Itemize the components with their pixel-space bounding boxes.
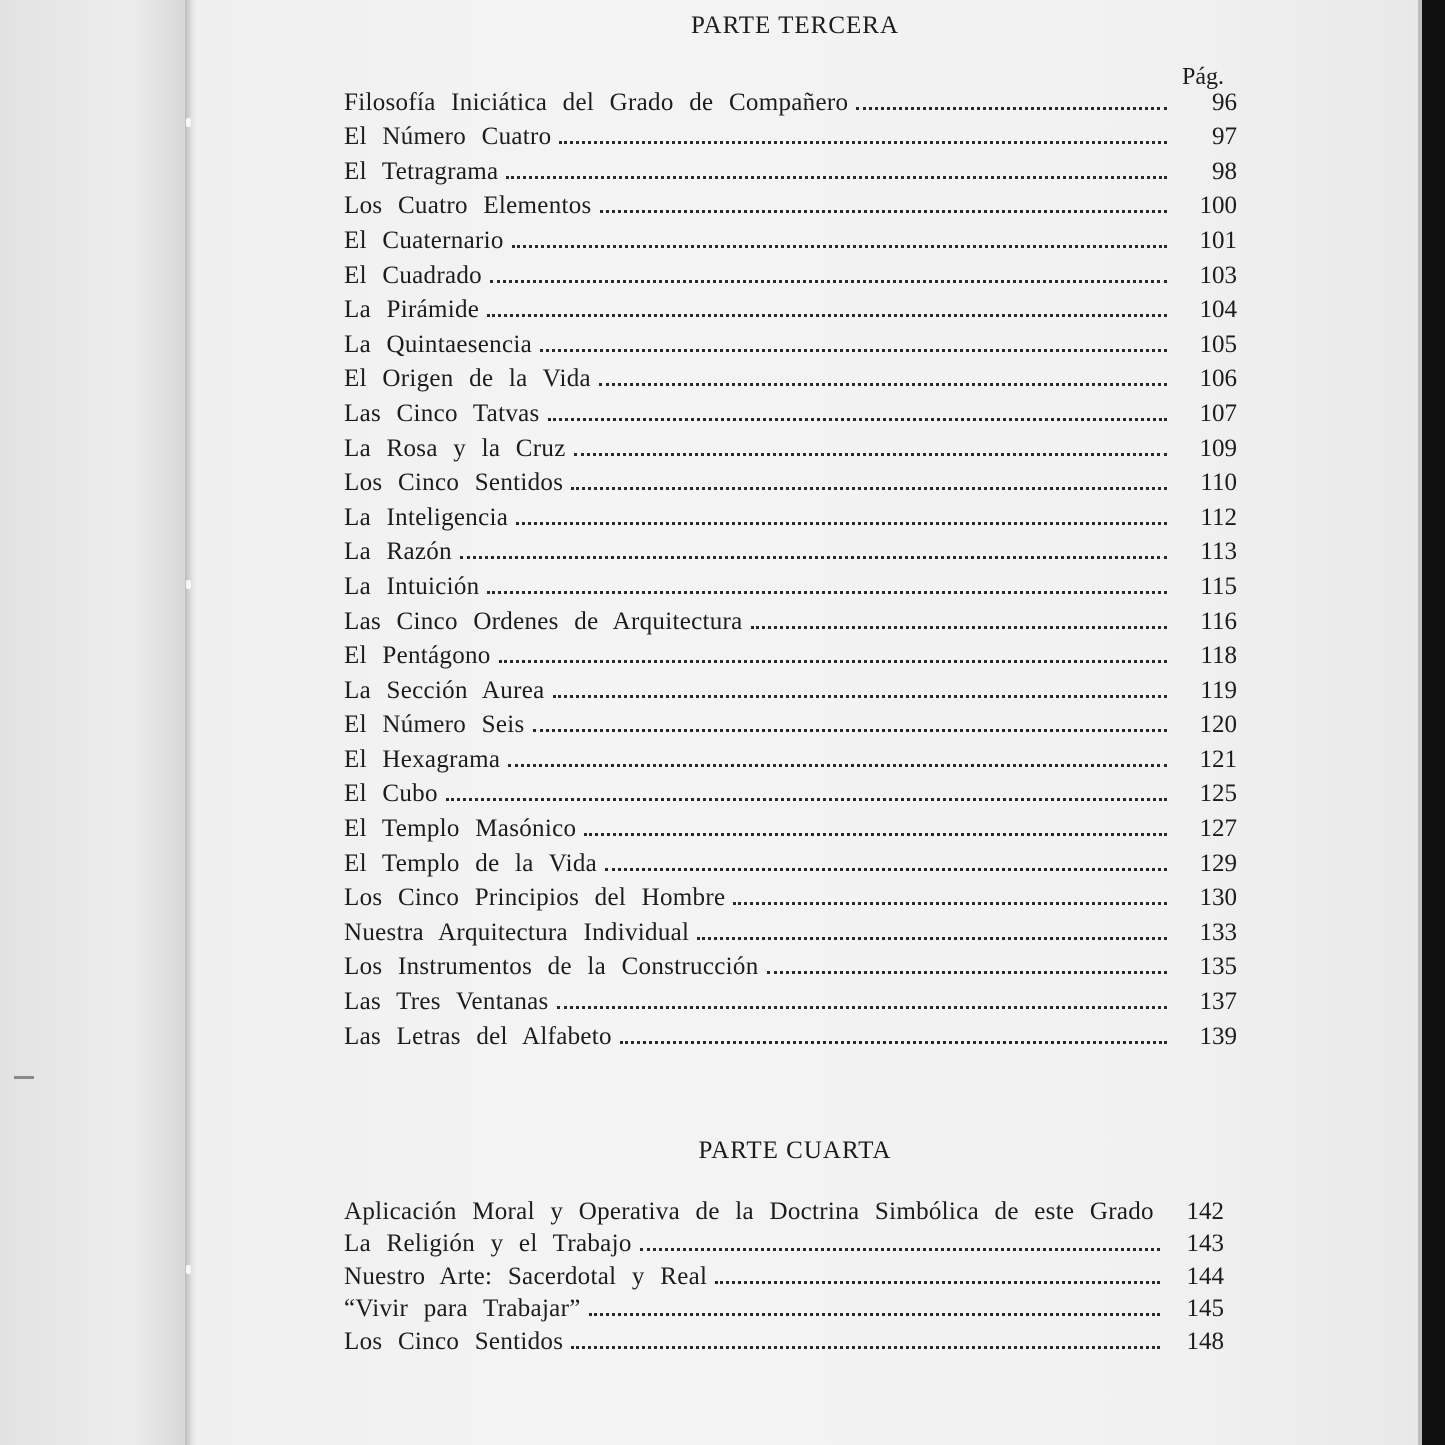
toc-entry-page: 125 bbox=[1199, 780, 1237, 808]
toc-entry bbox=[344, 878, 1237, 913]
dot-leader bbox=[499, 660, 1167, 663]
toc-entry-title: La Quintaesencia bbox=[344, 330, 533, 358]
part-four-title: PARTE CUARTA bbox=[698, 1137, 892, 1164]
toc-entry-title: La Rosa y la Cruz bbox=[344, 434, 566, 462]
binding-stitch bbox=[186, 580, 191, 589]
toc-entry-title: El Cuadrado bbox=[344, 261, 482, 289]
dot-leader bbox=[512, 245, 1167, 248]
toc-entry bbox=[344, 463, 1237, 498]
toc-entry-title: Las Letras del Alfabeto bbox=[344, 1022, 612, 1050]
toc-entry-title: El Hexagrama bbox=[344, 745, 501, 773]
dot-leader bbox=[516, 522, 1167, 525]
toc-entry bbox=[344, 117, 1237, 152]
dot-leader bbox=[600, 210, 1167, 213]
dot-leader bbox=[571, 487, 1167, 490]
dark-background-edge bbox=[1422, 0, 1445, 1445]
toc-entry bbox=[344, 359, 1237, 394]
part-three-title: PARTE TERCERA bbox=[690, 12, 900, 39]
dot-leader bbox=[751, 626, 1167, 629]
dot-leader bbox=[487, 591, 1167, 594]
toc-entry-page: 130 bbox=[1199, 884, 1237, 912]
toc-entry-page: 96 bbox=[1212, 88, 1237, 116]
toc-entry-title: Las Cinco Tatvas bbox=[344, 399, 540, 427]
toc-entry-title: El Pentágono bbox=[344, 642, 491, 670]
toc-entry bbox=[344, 808, 1237, 843]
dot-leader bbox=[460, 556, 1167, 559]
toc-entry bbox=[344, 774, 1237, 809]
toc-entry-title: Nuestro Arte: Sacerdotal y Real bbox=[344, 1262, 708, 1290]
toc-entry-page: 139 bbox=[1199, 1022, 1237, 1050]
toc-entry-title: El Cubo bbox=[344, 780, 438, 808]
dot-leader bbox=[697, 937, 1167, 940]
toc-entry-page: 103 bbox=[1199, 261, 1237, 289]
dot-leader bbox=[599, 383, 1167, 386]
toc-entry-title: Las Cinco Ordenes de Arquitectura bbox=[344, 607, 743, 635]
toc-entry-page: 110 bbox=[1200, 469, 1237, 497]
dot-leader bbox=[856, 107, 1167, 110]
toc-entry-title: Los Instrumentos de la Construcción bbox=[344, 953, 759, 981]
dot-leader bbox=[589, 1313, 1160, 1316]
toc-entry bbox=[344, 739, 1237, 774]
page-column-label: Pág. bbox=[1182, 64, 1224, 90]
toc-entry-page: 97 bbox=[1212, 123, 1237, 151]
toc-entry-page: 145 bbox=[1186, 1295, 1224, 1323]
toc-entry-title: La Intuición bbox=[344, 572, 480, 600]
part-four-toc bbox=[344, 1193, 1224, 1356]
dot-leader bbox=[574, 453, 1167, 456]
toc-entry-title: La Pirámide bbox=[344, 296, 480, 324]
dot-leader bbox=[508, 764, 1167, 767]
toc-entry bbox=[344, 601, 1237, 636]
dot-leader bbox=[584, 833, 1167, 836]
toc-entry bbox=[344, 1193, 1224, 1226]
toc-entry bbox=[344, 324, 1237, 359]
toc-entry-page: 100 bbox=[1199, 192, 1237, 220]
toc-entry-title: “Vivir para Trabajar” bbox=[344, 1295, 581, 1323]
dot-leader bbox=[640, 1248, 1160, 1251]
toc-entry-page: 105 bbox=[1199, 330, 1237, 358]
dot-leader bbox=[571, 1346, 1160, 1349]
dot-leader bbox=[490, 280, 1167, 283]
binding-stitch bbox=[186, 118, 191, 127]
dot-leader bbox=[605, 868, 1167, 871]
toc-entry-title: El Número Seis bbox=[344, 711, 525, 739]
toc-entry-page: 129 bbox=[1199, 849, 1237, 877]
toc-entry-title: El Cuaternario bbox=[344, 226, 504, 254]
left-page bbox=[0, 0, 188, 1445]
toc-entry-page: 133 bbox=[1199, 918, 1237, 946]
toc-entry-page: 115 bbox=[1200, 572, 1237, 600]
toc-entry-page: 112 bbox=[1200, 503, 1237, 531]
toc-entry-title: El Número Cuatro bbox=[344, 123, 552, 151]
toc-entry-page: 120 bbox=[1199, 711, 1237, 739]
toc-entry bbox=[344, 947, 1237, 982]
toc-entry-page: 116 bbox=[1200, 607, 1237, 635]
dot-leader bbox=[553, 695, 1168, 698]
dot-leader bbox=[506, 176, 1167, 179]
toc-entry-title: El Tetragrama bbox=[344, 157, 499, 185]
toc-entry bbox=[344, 393, 1237, 428]
toc-entry-page: 106 bbox=[1199, 365, 1237, 393]
toc-entry bbox=[344, 705, 1237, 740]
toc-entry bbox=[344, 912, 1237, 947]
toc-entry bbox=[344, 82, 1237, 117]
toc-entry bbox=[344, 290, 1237, 325]
toc-entry-title: La Inteligencia bbox=[344, 503, 509, 531]
toc-entry bbox=[344, 532, 1237, 567]
dot-leader bbox=[533, 729, 1167, 732]
toc-entry-title: Los Cinco Sentidos bbox=[344, 469, 564, 497]
toc-entry bbox=[344, 981, 1237, 1016]
toc-entry-title: La Razón bbox=[344, 538, 452, 566]
toc-entry bbox=[344, 1226, 1224, 1259]
toc-entry bbox=[344, 636, 1237, 671]
toc-entry-page: 119 bbox=[1200, 676, 1237, 704]
dot-leader bbox=[733, 902, 1167, 905]
toc-entry bbox=[344, 670, 1237, 705]
toc-entry-page: 148 bbox=[1186, 1327, 1224, 1355]
toc-entry-title: Los Cinco Principios del Hombre bbox=[344, 884, 726, 912]
binding-stitch bbox=[186, 1265, 191, 1274]
toc-entry-page: 113 bbox=[1200, 538, 1237, 566]
toc-entry-page: 109 bbox=[1199, 434, 1237, 462]
toc-entry-page: 118 bbox=[1200, 642, 1237, 670]
toc-entry bbox=[344, 1258, 1224, 1291]
dot-leader bbox=[540, 349, 1167, 352]
dot-leader bbox=[559, 141, 1167, 144]
toc-entry-page: 135 bbox=[1199, 953, 1237, 981]
toc-entry-page: 127 bbox=[1199, 815, 1237, 843]
toc-entry-title: Aplicación Moral y Operativa de la Doctrina Simbólica de este Grado bbox=[344, 1197, 1154, 1225]
part-three-toc bbox=[344, 82, 1237, 1051]
dot-leader bbox=[487, 314, 1167, 317]
toc-entry-page: 121 bbox=[1199, 745, 1237, 773]
toc-entry-title: El Templo Masónico bbox=[344, 815, 577, 843]
toc-entry-title: Los Cinco Sentidos bbox=[344, 1327, 564, 1355]
toc-entry-page: 101 bbox=[1199, 226, 1237, 254]
toc-entry bbox=[344, 220, 1237, 255]
dot-leader bbox=[715, 1281, 1160, 1284]
toc-entry-page: 104 bbox=[1199, 296, 1237, 324]
toc-entry bbox=[344, 255, 1237, 290]
toc-entry-title: La Sección Aurea bbox=[344, 676, 545, 704]
toc-entry bbox=[344, 186, 1237, 221]
toc-entry-page: 143 bbox=[1186, 1230, 1224, 1258]
toc-entry bbox=[344, 497, 1237, 532]
toc-entry-title: Los Cuatro Elementos bbox=[344, 192, 592, 220]
toc-entry bbox=[344, 566, 1237, 601]
toc-entry-title: La Religión y el Trabajo bbox=[344, 1230, 632, 1258]
toc-entry bbox=[344, 1016, 1237, 1051]
toc-entry bbox=[344, 843, 1237, 878]
toc-entry bbox=[344, 151, 1237, 186]
toc-entry-page: 107 bbox=[1199, 399, 1237, 427]
toc-entry-page: 142 bbox=[1186, 1197, 1224, 1225]
toc-entry bbox=[344, 1291, 1224, 1324]
toc-entry-title: El Templo de la Vida bbox=[344, 849, 598, 877]
toc-entry bbox=[344, 1323, 1224, 1356]
dot-leader bbox=[767, 971, 1168, 974]
toc-entry-title: Las Tres Ventanas bbox=[344, 988, 549, 1016]
toc-entry-page: 98 bbox=[1212, 157, 1237, 185]
dot-leader bbox=[557, 1006, 1167, 1009]
toc-entry bbox=[344, 428, 1237, 463]
toc-entry-page: 137 bbox=[1199, 988, 1237, 1016]
dot-leader bbox=[548, 418, 1167, 421]
dot-leader bbox=[446, 798, 1167, 801]
toc-entry-title: Filosofía Iniciática del Grado de Compañero bbox=[344, 88, 849, 116]
dot-leader bbox=[620, 1041, 1167, 1044]
toc-entry-page: 144 bbox=[1186, 1262, 1224, 1290]
paper-speck bbox=[14, 1076, 34, 1079]
toc-entry-title: Nuestra Arquitectura Individual bbox=[344, 918, 690, 946]
toc-entry-title: El Origen de la Vida bbox=[344, 365, 591, 393]
